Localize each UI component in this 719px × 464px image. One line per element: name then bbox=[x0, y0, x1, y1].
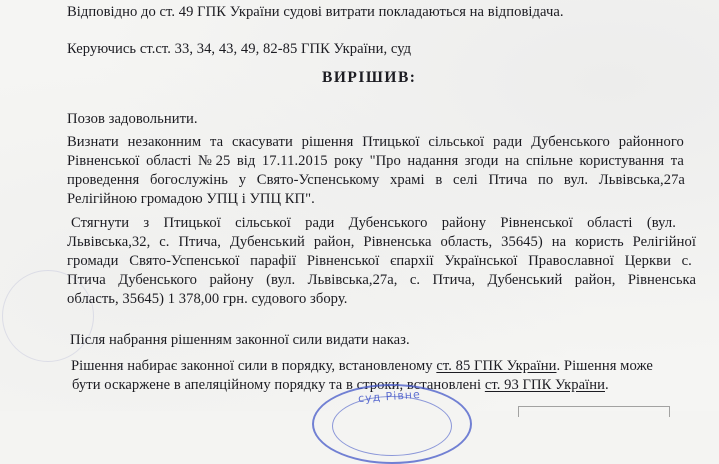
word: незаконним bbox=[127, 134, 202, 150]
word: єпархії bbox=[390, 253, 434, 269]
word: область, bbox=[440, 234, 493, 250]
word: Дубенський bbox=[229, 234, 305, 250]
word: та bbox=[670, 153, 684, 169]
p3-line-2 bbox=[67, 233, 696, 251]
p5-line-2 bbox=[72, 376, 609, 394]
decision-heading: ВИРІШИВ: bbox=[322, 69, 417, 86]
p5-line-1 bbox=[71, 357, 653, 375]
word: храмі bbox=[390, 172, 425, 188]
word: Рівненської bbox=[306, 253, 380, 269]
word: Рівненська bbox=[627, 272, 696, 288]
word: Церкви bbox=[624, 253, 671, 269]
p2-line-3 bbox=[67, 171, 685, 189]
word: Дубенського bbox=[348, 215, 428, 231]
word: Львівська,27а, bbox=[307, 272, 398, 288]
word: області bbox=[146, 153, 192, 169]
p5-line-2-tail: . bbox=[605, 377, 609, 393]
word: Свято-Успенському bbox=[256, 172, 380, 188]
p3-line-5: область, 35645) 1 378,00 грн. судового збору. bbox=[67, 291, 348, 307]
word: Дубенського bbox=[118, 272, 198, 288]
word: (вул. bbox=[646, 215, 676, 231]
word: Свято-Успенської bbox=[129, 253, 240, 269]
word: Дубенський bbox=[487, 272, 563, 288]
word: району bbox=[209, 272, 254, 288]
word: с. bbox=[159, 234, 170, 250]
word: Рівненська bbox=[363, 234, 432, 250]
line-claim-granted: Позов задовольнити. bbox=[67, 111, 198, 127]
word: Православної bbox=[528, 253, 614, 269]
word: Української bbox=[444, 253, 518, 269]
p3-line-3 bbox=[67, 252, 692, 270]
p5-line-1-tail: . Рішення може bbox=[556, 358, 653, 374]
p3-line-4 bbox=[67, 271, 696, 289]
word: сільської bbox=[235, 215, 291, 231]
word: спільне bbox=[525, 153, 573, 169]
link-article-85[interactable]: ст. 85 ГПК України bbox=[436, 358, 557, 374]
word: Птицької bbox=[163, 215, 221, 231]
p2-line-4: Релігійною громадою УПЦ і УПЦ КП". bbox=[67, 191, 315, 207]
word: користь bbox=[575, 234, 624, 250]
word: на bbox=[551, 234, 567, 250]
court-stamp-text: суд Рівне bbox=[357, 387, 422, 406]
court-registration-box bbox=[518, 406, 670, 417]
word: район, bbox=[313, 234, 355, 250]
word: району bbox=[441, 215, 487, 231]
court-stamp-inner-ring bbox=[332, 396, 452, 456]
word: 17.11.2015 bbox=[261, 153, 328, 169]
line-guided-by: Керуючись ст.ст. 33, 34, 43, 49, 82-85 ГПК України, суд bbox=[67, 41, 412, 57]
word: Львівська,32, bbox=[67, 234, 151, 250]
word: та bbox=[209, 134, 224, 150]
word: по bbox=[537, 172, 554, 188]
line-writ: Після набрання рішенням законної сили видати наказ. bbox=[70, 332, 410, 348]
word: Дубенського bbox=[531, 134, 610, 150]
word: Птича bbox=[488, 172, 528, 188]
word: вул. bbox=[563, 172, 589, 188]
word: ради bbox=[305, 215, 335, 231]
word: громади bbox=[67, 253, 119, 269]
word: богослужінь bbox=[149, 172, 228, 188]
word: надання bbox=[407, 153, 459, 169]
word: селі bbox=[453, 172, 478, 188]
line-costs: Відповідно до ст. 49 ГПК України судові витрати покладаються на відповідача. bbox=[67, 4, 564, 20]
word: Стягнути bbox=[71, 215, 130, 231]
word: Птицької bbox=[362, 134, 420, 150]
word: року bbox=[334, 153, 364, 169]
word: № 25 bbox=[197, 153, 231, 169]
word: Рівненської bbox=[67, 153, 140, 169]
word: згоди bbox=[464, 153, 499, 169]
word: "Про bbox=[369, 153, 401, 169]
p3-line-1 bbox=[71, 214, 676, 232]
p5-line-2-text: бути оскаржене в апеляційному порядку та в строки, встановлені bbox=[72, 377, 485, 393]
word: області bbox=[587, 215, 633, 231]
p5-line-1-text: Рішення набирає законної сили в порядку, встановленому bbox=[71, 358, 437, 374]
word: користування bbox=[579, 153, 665, 169]
word: 35645) bbox=[501, 234, 543, 250]
word: рішення bbox=[301, 134, 354, 150]
word: з bbox=[143, 215, 150, 231]
word: проведення bbox=[67, 172, 140, 188]
word: районного bbox=[618, 134, 684, 150]
word: Рівненської bbox=[500, 215, 573, 231]
word: Релігійної bbox=[632, 234, 696, 250]
word: Птича, bbox=[432, 272, 476, 288]
word: Птича bbox=[67, 272, 106, 288]
word: с. bbox=[409, 272, 421, 288]
word: Львівська,27а bbox=[598, 172, 685, 188]
word: на bbox=[505, 153, 520, 169]
word: район, bbox=[574, 272, 616, 288]
word: в bbox=[435, 172, 443, 188]
word: Птича, bbox=[178, 234, 221, 250]
link-article-93[interactable]: ст. 93 ГПК України bbox=[484, 377, 605, 393]
p2-line-2 bbox=[67, 152, 684, 170]
word: (вул. bbox=[266, 272, 296, 288]
word: с. bbox=[681, 253, 692, 269]
word: у bbox=[238, 172, 247, 188]
word: парафії bbox=[250, 253, 297, 269]
word: ради bbox=[493, 134, 523, 150]
p2-line-1 bbox=[67, 133, 684, 151]
word: скасувати bbox=[231, 134, 293, 150]
word: від bbox=[236, 153, 256, 169]
word: Визнати bbox=[67, 134, 119, 150]
word: сільської bbox=[428, 134, 485, 150]
